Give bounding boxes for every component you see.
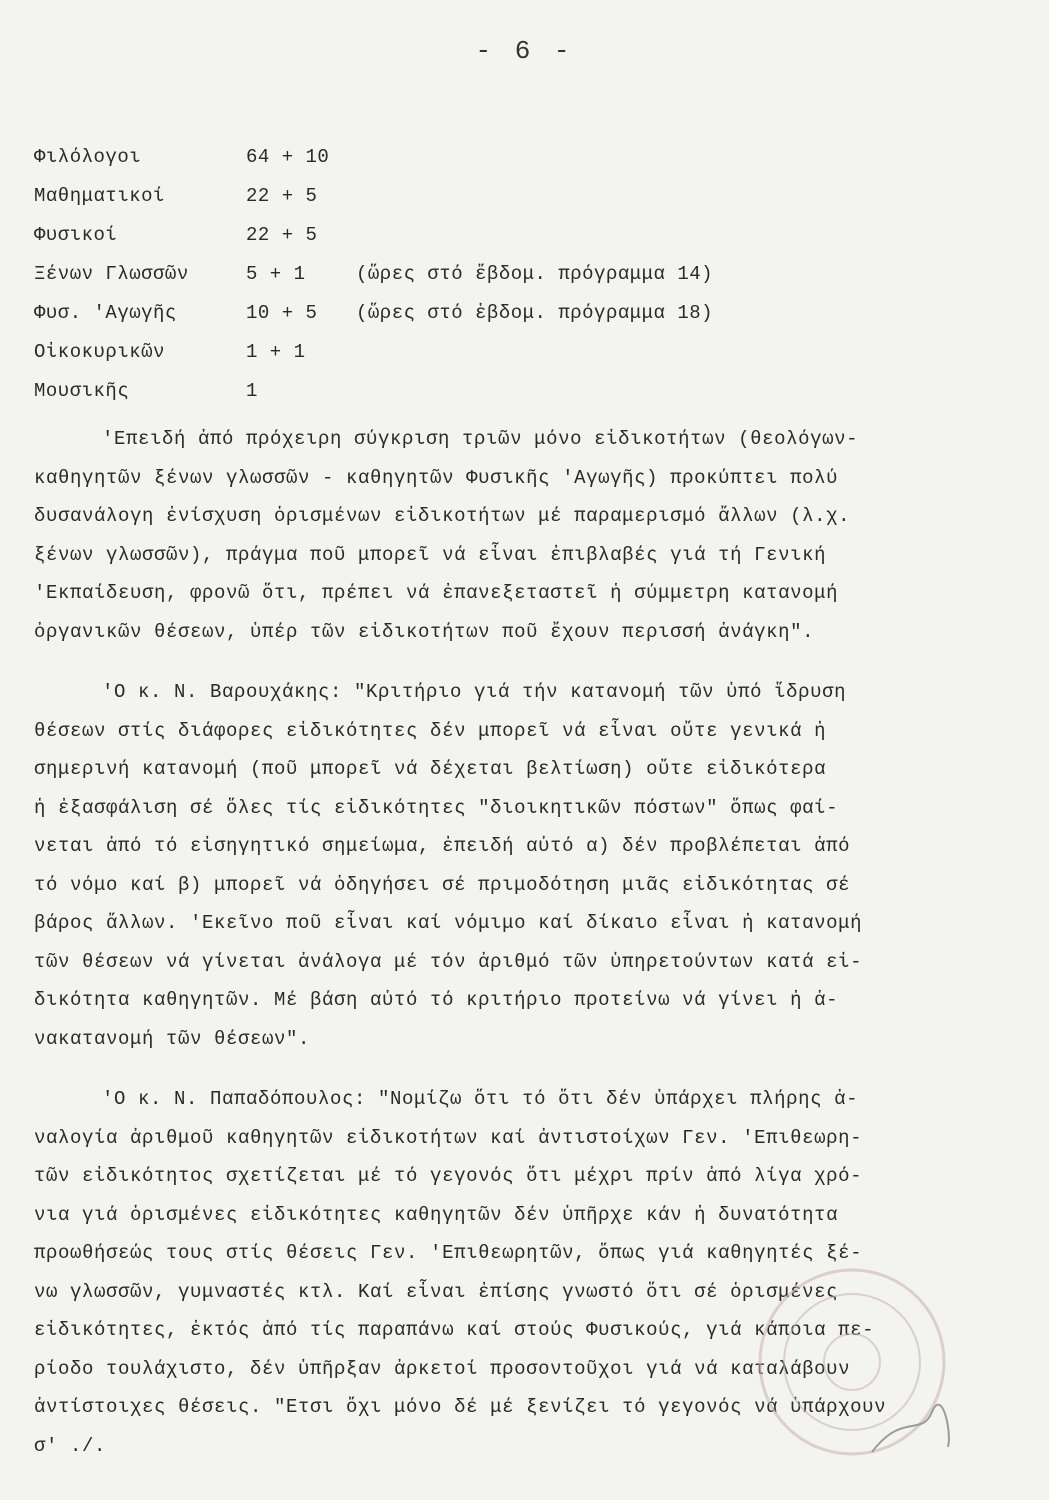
text-line: νακατανομή τῶν θέσεων". — [34, 1027, 311, 1050]
seal-inner-ring — [784, 1294, 920, 1430]
text-line: σ' ./. — [34, 1434, 107, 1457]
text-line: σημερινή κατανομή (ποῦ μπορεῖ νά δέχεται βελτίωση) οὔτε εἰδικότερα — [34, 758, 827, 780]
text-line: ρίοδο τουλάχιστο, δέν ὑπῆρξαν ἀρκετοί προσοντοῦχοι γιά νά καταλάβουν — [34, 1357, 851, 1380]
text-line: ἡ ἐξασφάλιση σέ ὅλες τίς εἰδικότητες "διοικητικῶν πόστων" ὅπως φαί- — [34, 796, 839, 819]
subject-label: Φυσ. 'Αγωγῆς — [34, 302, 177, 324]
seal-outer-ring — [760, 1270, 944, 1454]
signature-mark — [872, 1405, 949, 1452]
text-line: τῶν θέσεων νά γίνεται ἀνάλογα μέ τόν ἀριθμό τῶν ὑπηρετούντων κατά εἰ- — [34, 950, 863, 973]
text-line: τό νόμο καί β) μπορεῖ νά ὁδηγήσει σέ πριμοδότηση μιᾶς εἰδικότητας σέ — [34, 873, 851, 896]
seal-emblem-ring — [824, 1334, 880, 1390]
text-line: τῶν εἰδικότητος σχετίζεται μέ τό γεγονός ὅτι μέχρι πρίν ἀπό λίγα χρό- — [34, 1165, 863, 1187]
text-line: 'Επειδή ἀπό πρόχειρη σύγκριση τριῶν μόνο εἰδικοτήτων (θεολόγων- — [102, 428, 859, 450]
text-line: εἰδικότητες, ἐκτός ἀπό τίς παραπάνω καί στούς Φυσικούς, γιά κάποια πε- — [34, 1319, 875, 1341]
count-value: 22 + 5 — [246, 185, 318, 207]
hours-note: (ὥρες στό ἑβδομ. πρόγραμμα 18) — [356, 302, 714, 324]
subject-label: Μαθηματικοί — [34, 185, 165, 207]
count-value: 64 + 10 — [246, 146, 330, 168]
count-value: 22 + 5 — [246, 224, 318, 246]
count-value: 1 + 1 — [246, 341, 306, 363]
text-line: 'Ο κ. Ν. Παπαδόπουλος: "Νομίζω ὅτι τό ὅτι δέν ὑπάρχει πλήρης ἀ- — [102, 1088, 859, 1110]
text-line: νεται ἀπό τό εἰσηγητικό σημείωμα, ἐπειδή αὐτό α) δέν προβλέπεται ἀπό — [34, 835, 851, 857]
subject-label: Φιλόλογοι — [34, 146, 142, 168]
text-line: νω γλωσσῶν, γυμναστές κτλ. Καί εἶναι ἐπίσης γνωστό ὅτι σέ ὁρισμένες — [34, 1280, 839, 1303]
count-value: 10 + 5 — [246, 302, 318, 324]
subject-label: Φυσικοί — [34, 224, 118, 246]
text-line: δικότητα καθηγητῶν. Μέ βάση αὐτό τό κριτήριο προτείνω νά γίνει ἡ ἀ- — [34, 989, 839, 1011]
text-line: βάρος ἄλλων. 'Εκεῖνο ποῦ εἶναι καί νόμιμο καί δίκαιο εἶναι ἡ κατανομή — [34, 912, 863, 934]
text-line: ναλογία ἀριθμοῦ καθηγητῶν εἰδικοτήτων καί ἀντιστοίχων Γεν. 'Επιθεωρη- — [34, 1126, 863, 1149]
text-line: 'Εκπαίδευση, φρονῶ ὅτι, πρέπει νά ἐπανεξεταστεῖ ἡ σύμμετρη κατανομή — [34, 582, 839, 604]
text-line: ἀντίστοιχες θέσεις. "Ετσι ὄχι μόνο δέ μέ ξενίζει τό γεγονός νά ὑπάρχουν — [34, 1396, 887, 1418]
text-line: καθηγητῶν ξένων γλωσσῶν - καθηγητῶν Φυσικῆς 'Αγωγῆς) προκύπτει πολύ — [34, 466, 839, 489]
text-line: ξένων γλωσσῶν), πράγμα ποῦ μπορεῖ νά εἶναι ἐπιβλαβές γιά τή Γενική — [34, 543, 827, 566]
text-line: νια γιά ὁρισμένες εἰδικότητες καθηγητῶν δέν ὑπῆρχε κάν ἡ δυνατότητα — [34, 1203, 839, 1226]
count-value: 1 — [246, 380, 258, 402]
hours-note: (ὥρες στό ἕβδομ. πρόγραμμα 14) — [356, 263, 714, 285]
text-line: δυσανάλογη ἐνίσχυση ὁρισμένων εἰδικοτήτων μέ παραμερισμό ἄλλων (λ.χ. — [34, 505, 851, 527]
text-line: ὀργανικῶν θέσεων, ὑπέρ τῶν εἰδικοτήτων ποῦ ἔχουν περισσή ἀνάγκη". — [34, 620, 815, 643]
subject-label: Μουσικῆς — [34, 380, 130, 402]
text-line: 'Ο κ. Ν. Βαρουχάκης: "Κριτήριο γιά τήν κατανομή τῶν ὑπό ἵδρυση — [102, 681, 847, 703]
page-number: - 6 - — [475, 36, 574, 66]
count-value: 5 + 1 — [246, 263, 306, 285]
paragraph-justification — [34, 420, 994, 651]
text-line: θέσεων στίς διάφορες εἰδικότητες δέν μπορεῖ νά εἶναι οὔτε γενικά ἡ — [34, 719, 827, 742]
official-seal-stamp — [752, 1262, 952, 1462]
text-line: προωθήσεώς τους στίς θέσεις Γεν. 'Επιθεωρητῶν, ὅπως γιά καθηγητές ξέ- — [34, 1242, 863, 1264]
paragraph-varouchakis — [34, 673, 994, 1058]
subject-label: Οἰκοκυρικῶν — [34, 341, 165, 363]
subject-label: Ξένων Γλωσσῶν — [34, 263, 189, 285]
